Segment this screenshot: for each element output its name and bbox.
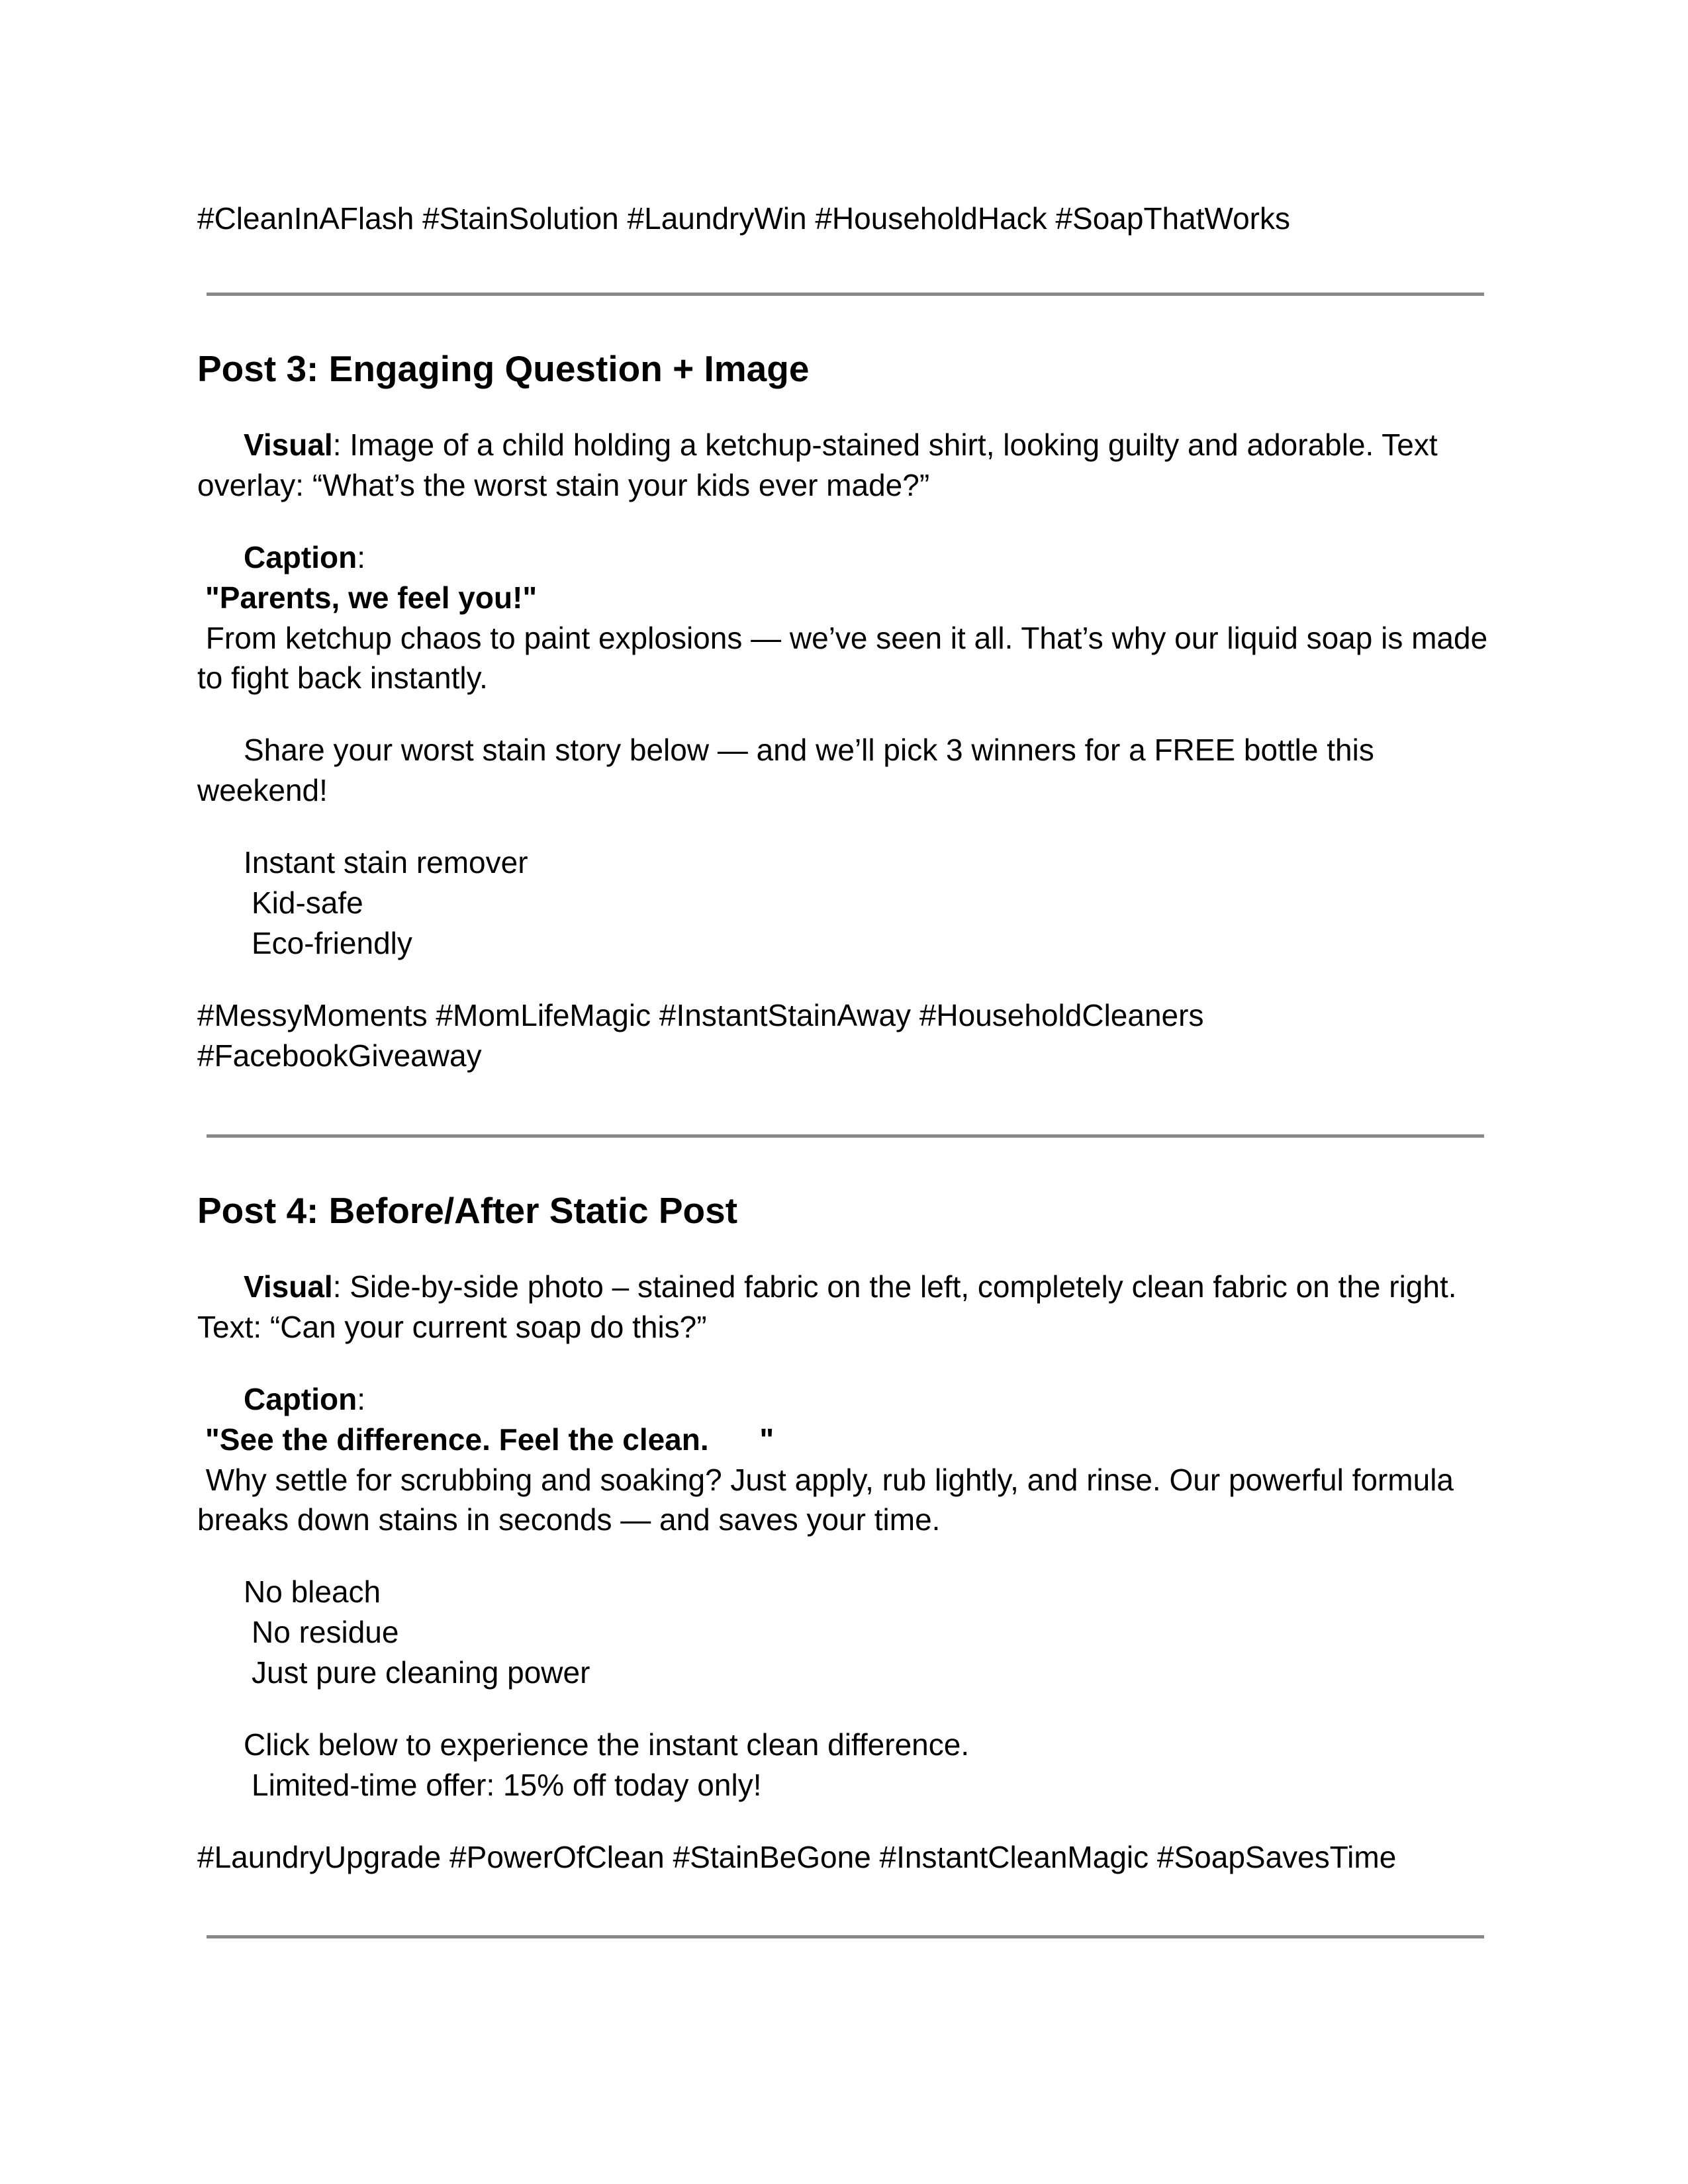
post3-caption-label-line — [244, 537, 365, 577]
post4-feature-item: Just pure cleaning power — [252, 1655, 590, 1690]
post4-caption-headline: "See the difference. Feel the clean. " — [205, 1422, 774, 1457]
post3-heading: Post 3: Engaging Question + Image — [197, 348, 810, 389]
post4-feature-item: No bleach — [244, 1574, 381, 1609]
post4-caption-label: Caption — [244, 1382, 357, 1416]
post4-body-line-1: Why settle for scrubbing and soaking? Just apply, rub lightly, and rinse. Our powerful formula — [197, 1463, 1454, 1497]
section-divider — [207, 1935, 1484, 1938]
post4-visual-text: : Side-by-side photo – stained fabric on the left, completely clean fabric on the right. — [332, 1269, 1457, 1304]
post3-share-line-1: Share your worst stain story below — and we’ll pick 3 winners for a FREE bottle this — [244, 733, 1374, 767]
post4-cta-line-2: Limited-time offer: 15% off today only! — [252, 1768, 762, 1802]
section-divider — [207, 1134, 1484, 1138]
post3-feature-item: Instant stain remover — [244, 845, 528, 880]
post3-feature-item: Kid-safe — [252, 886, 363, 920]
post3-visual-text: : Image of a child holding a ketchup-stained shirt, looking guilty and adorable. Text — [332, 428, 1438, 462]
section-divider — [207, 293, 1484, 296]
post4-visual-line-1 — [244, 1267, 1457, 1306]
post4-hashtags: #LaundryUpgrade #PowerOfClean #StainBeGone #InstantCleanMagic #SoapSavesTime — [197, 1840, 1397, 1874]
post4-cta-line-1: Click below to experience the instant clean difference. — [244, 1727, 970, 1762]
post3-visual-line-2: overlay: “What’s the worst stain your kids ever made?” — [197, 468, 930, 502]
post3-caption-headline: "Parents, we feel you!" — [205, 580, 538, 615]
post4-visual-label: Visual — [244, 1269, 333, 1304]
post3-visual-line-1 — [244, 425, 1438, 465]
post4-heading: Post 4: Before/After Static Post — [197, 1190, 738, 1231]
post3-body-line-1: From ketchup chaos to paint explosions — we’ve seen it all. That’s why our liquid soap is made — [197, 621, 1488, 655]
post3-share-line-2: weekend! — [197, 773, 328, 807]
post4-visual-line-2: Text: “Can your current soap do this?” — [197, 1310, 707, 1344]
post3-body-line-2: to fight back instantly. — [197, 660, 488, 695]
post3-visual-label: Visual — [244, 428, 333, 462]
post4-caption-colon: : — [357, 1382, 365, 1416]
post4-caption-label-line — [244, 1379, 365, 1419]
post3-caption-colon: : — [357, 540, 365, 574]
post3-feature-item: Eco-friendly — [252, 926, 412, 960]
post3-hashtags-line-1: #MessyMoments #MomLifeMagic #InstantStainAway #HouseholdCleaners — [197, 998, 1204, 1032]
post2-hashtags: #CleanInAFlash #StainSolution #LaundryWin #HouseholdHack #SoapThatWorks — [197, 201, 1290, 236]
post3-caption-label: Caption — [244, 540, 357, 574]
post3-hashtags-line-2: #FacebookGiveaway — [197, 1038, 482, 1073]
post4-feature-item: No residue — [252, 1615, 399, 1649]
post4-body-line-2: breaks down stains in seconds — and saves your time. — [197, 1502, 941, 1537]
